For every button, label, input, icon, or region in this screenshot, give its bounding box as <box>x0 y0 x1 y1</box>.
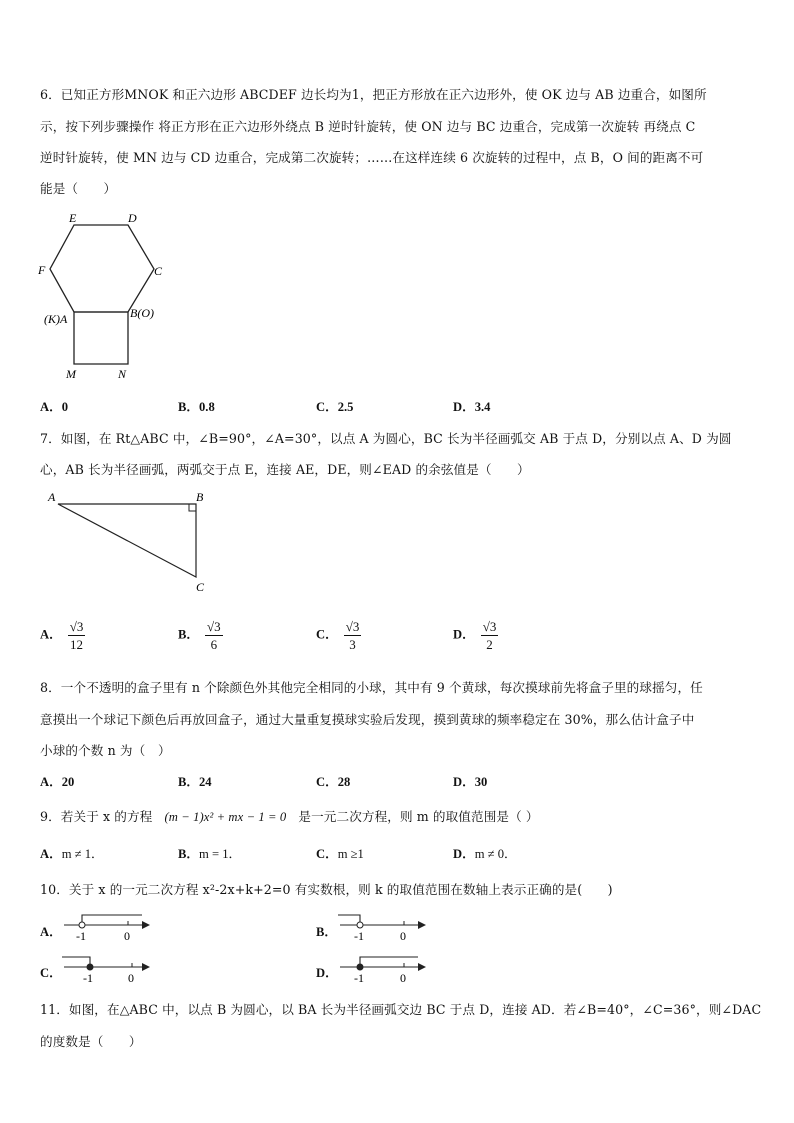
option-text: 2.5 <box>337 400 354 414</box>
q7-option-d[interactable] <box>453 618 498 653</box>
q9-equation: (m − 1)x² + mx − 1 = 0 <box>164 810 287 824</box>
q9-option-b[interactable] <box>178 843 241 862</box>
q10-numberline-d[interactable] <box>338 950 433 984</box>
denominator: 2 <box>486 637 493 652</box>
label-0: 0 <box>124 929 130 942</box>
label-neg1: -1 <box>83 971 93 984</box>
solution-ray <box>82 915 142 925</box>
label-N: N <box>118 367 127 381</box>
option-label: D． <box>453 400 475 414</box>
label-B: B <box>196 490 204 504</box>
denominator: 12 <box>70 637 84 652</box>
q9-option-d[interactable] <box>453 843 517 862</box>
label-D: D <box>128 211 137 225</box>
q8-option-b[interactable] <box>178 771 212 790</box>
numerator: √3 <box>345 619 360 634</box>
option-text: 24 <box>199 775 212 789</box>
open-point <box>357 922 363 928</box>
solution-ray <box>360 957 418 967</box>
q7-option-a[interactable] <box>40 618 85 653</box>
q6-option-b[interactable] <box>178 396 215 415</box>
solution-ray <box>62 957 90 967</box>
option-text: m ≠ 0． <box>474 847 517 861</box>
option-text: m ≥1 <box>337 847 364 861</box>
q6-option-d[interactable] <box>453 396 490 415</box>
option-label: B． <box>178 775 199 789</box>
label-F: F <box>38 263 46 277</box>
solution-ray <box>338 915 360 925</box>
q6-hexagon-square-figure <box>30 205 180 385</box>
closed-point <box>87 964 93 970</box>
q7-text-line2: 心，AB 长为半径画弧，两弧交于点 E，连接 AE，DE，则∠EAD 的余弦值是（ ） <box>40 462 530 477</box>
q10-option-a[interactable] <box>40 921 62 940</box>
q10-numberline-b[interactable] <box>338 908 433 942</box>
label-neg1: -1 <box>76 929 86 942</box>
label-0: 0 <box>128 971 134 984</box>
option-label: A． <box>40 627 62 642</box>
q10-numberline-c[interactable] <box>62 950 157 984</box>
option-label: D． <box>316 966 338 980</box>
option-text: 0.8 <box>199 400 215 414</box>
q11-text-line2: 的度数是（ ） <box>40 1034 142 1049</box>
label-neg1: -1 <box>354 971 364 984</box>
option-label: A． <box>40 847 62 861</box>
option-label: B． <box>178 847 199 861</box>
axis-arrow <box>418 963 426 971</box>
label-C: C <box>154 264 163 278</box>
q9-prefix: 9．若关于 x 的方程 <box>40 809 153 824</box>
option-label: C． <box>40 966 62 980</box>
label-A: A <box>48 490 56 504</box>
right-angle-mark <box>189 504 196 511</box>
q6-text-line3: 逆时针旋转，使 MN 边与 CD 边重合，完成第二次旋转；……在这样连续 6 次旋转的过程中，点 B，O 间的距离不可 <box>40 150 704 165</box>
q7-triangle-figure <box>40 485 220 600</box>
label-neg1: -1 <box>354 929 364 942</box>
hexagon <box>50 225 154 312</box>
q9-option-c[interactable] <box>316 843 364 862</box>
option-label: A． <box>40 400 62 414</box>
option-label: C． <box>316 847 338 861</box>
q11-text-line1: 11．如图，在△ABC 中，以点 B 为圆心，以 BA 长为半径画弧交边 BC 于点 D，连接 AD．若∠B=40°，∠C=36°，则∠DAC <box>40 1002 762 1017</box>
q10-option-b[interactable] <box>316 921 337 940</box>
q8-text-line3: 小球的个数 n 为（ ） <box>40 743 171 758</box>
square <box>74 312 128 364</box>
label-M: M <box>66 367 76 381</box>
q6-option-c[interactable] <box>316 396 353 415</box>
label-BO: B(O) <box>130 306 154 320</box>
option-label: C． <box>316 400 338 414</box>
q8-text-line2: 意摸出一个球记下颜色后再放回盒子，通过大量重复摸球实验后发现，摸到黄球的频率稳定在 30%，那么估计盒子中 <box>40 712 695 727</box>
option-label: D． <box>453 627 475 642</box>
option-label: B． <box>178 627 199 642</box>
closed-point <box>357 964 363 970</box>
axis-arrow <box>142 921 150 929</box>
label-0: 0 <box>400 971 406 984</box>
denominator: 3 <box>349 637 356 652</box>
q7-option-b[interactable] <box>178 618 223 653</box>
option-text: 28 <box>337 775 351 789</box>
q10-option-c[interactable] <box>40 962 62 981</box>
option-label: B． <box>316 925 337 939</box>
q8-text-line1: 8．一个不透明的盒子里有 n 个除颜色外其他完全相同的小球，其中有 9 个黄球，每次摸球前先将盒子里的球摇匀，任 <box>40 680 703 695</box>
option-text: 0 <box>61 400 68 414</box>
option-text: m = 1． <box>199 847 242 861</box>
label-0: 0 <box>400 929 406 942</box>
option-text: 30 <box>474 775 488 789</box>
numerator: √3 <box>207 619 221 634</box>
label-C: C <box>196 580 205 594</box>
fraction <box>481 618 499 653</box>
fraction <box>205 618 223 653</box>
q9-option-a[interactable] <box>40 843 104 862</box>
numerator: √3 <box>482 619 497 634</box>
q6-text-line4: 能是（ ） <box>40 181 117 196</box>
q7-option-c[interactable] <box>316 618 361 653</box>
q7-text-line1: 7．如图，在 Rt△ABC 中，∠B=90°，∠A=30°，以点 A 为圆心，BC 长为半径画弧交 AB 于点 D，分别以点 A、D 为圆 <box>40 431 732 446</box>
option-label: D． <box>453 775 475 789</box>
fraction <box>68 618 86 653</box>
q6-text-line2: 示，按下列步骤操作 将正方形在正六边形外绕点 B 逆时针旋转，使 ON 边与 BC 边重合，完成第一次旋转 再绕点 C <box>40 119 696 134</box>
q10-numberline-a[interactable] <box>62 908 157 942</box>
denominator: 6 <box>210 637 218 652</box>
axis-arrow <box>142 963 150 971</box>
option-text: m ≠ 1． <box>61 847 104 861</box>
q8-option-d[interactable] <box>453 771 487 790</box>
fraction <box>344 618 362 653</box>
numerator: √3 <box>69 619 84 634</box>
q6-option-a[interactable] <box>40 396 68 415</box>
option-label: C． <box>316 627 338 642</box>
label-E: E <box>69 211 77 225</box>
q6-text-line1: 6．已知正方形MNOK 和正六边形 ABCDEF 边长均为1，把正方形放在正六边形外，使 OK 边与 AB 边重合，如图所 <box>40 87 707 102</box>
q8-option-c[interactable] <box>316 771 350 790</box>
option-text: 20 <box>61 775 75 789</box>
label-KA: (K)A <box>44 312 68 326</box>
option-label: D． <box>453 847 475 861</box>
option-text: 3.4 <box>474 400 491 414</box>
q9-suffix: 是一元二次方程，则 m 的取值范围是（ ） <box>298 809 539 824</box>
option-label: B． <box>178 400 199 414</box>
option-label: C． <box>316 775 338 789</box>
axis-arrow <box>418 921 426 929</box>
open-point <box>79 922 85 928</box>
q10-option-d[interactable] <box>316 962 338 981</box>
q9-text <box>40 806 539 825</box>
q10-text-line1: 10．关于 x 的一元二次方程 x²-2x+k+2=0 有实数根，则 k 的取值范围在数轴上表示正确的是( ) <box>40 882 613 897</box>
triangle-abc <box>58 504 196 577</box>
option-label: A． <box>40 925 62 939</box>
option-label: A． <box>40 775 62 789</box>
q8-option-a[interactable] <box>40 771 74 790</box>
